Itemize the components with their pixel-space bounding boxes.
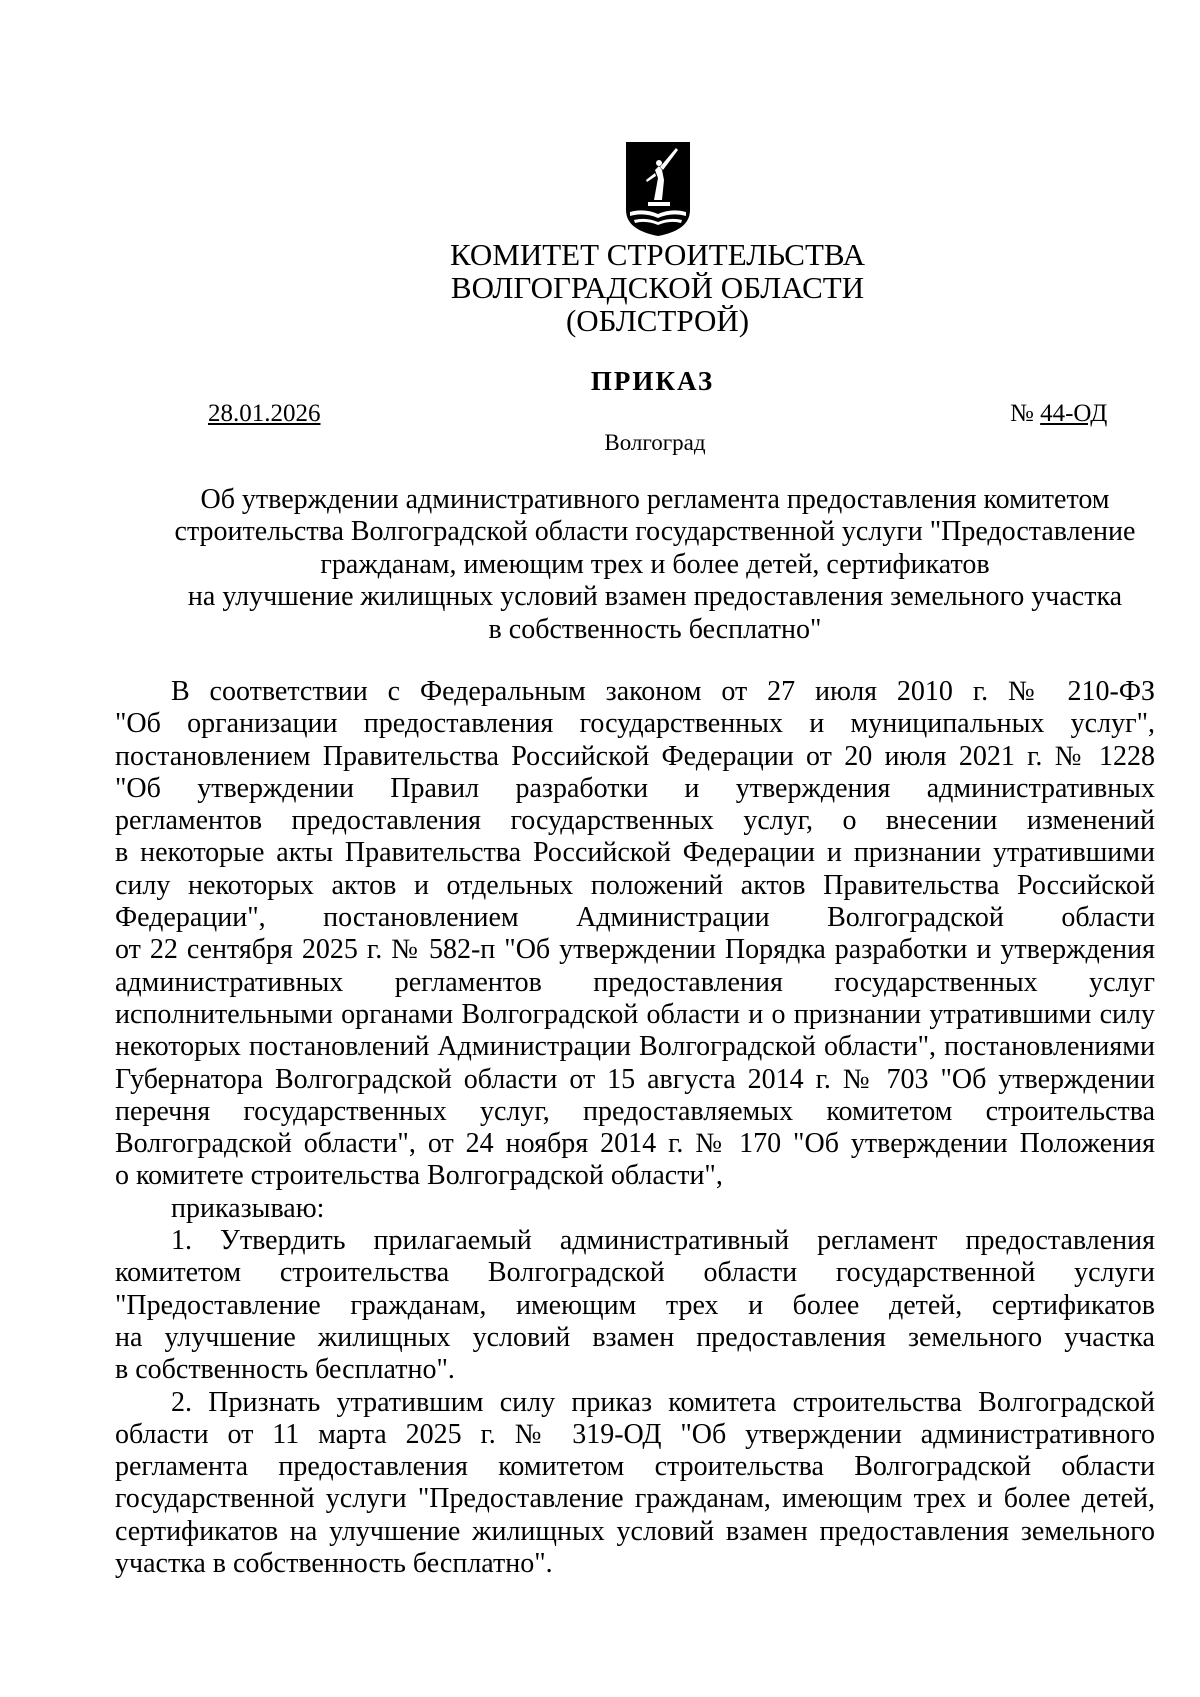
body-line: перечня государственных услуг, предоставляемых комитетом строительства: [115, 1095, 1155, 1127]
document-type: ПРИКАЗ: [590, 366, 715, 396]
body-line: Губернатора Волгоградской области от 15 августа 2014 г. № 703 "Об утверждении: [115, 1063, 1155, 1095]
body-line: "Об утверждении Правил разработки и утверждения административных: [115, 772, 1155, 804]
document-title: [135, 484, 1175, 646]
body-line: "Об организации предоставления государственных и муниципальных услуг",: [115, 708, 1155, 740]
body-line: постановлением Правительства Российской Федерации от 20 июля 2021 г. № 1228: [115, 740, 1155, 772]
body-line: силу некоторых актов и отдельных положений актов Правительства Российской: [115, 869, 1155, 901]
document-date: 28.01.2026: [208, 400, 321, 427]
body-line: на улучшение жилищных условий взамен предоставления земельного участка: [115, 1321, 1155, 1353]
body-line: от 22 сентября 2025 г. № 582-п "Об утверждении Порядка разработки и утверждения: [115, 934, 1155, 966]
body-line: участка в собственность бесплатно".: [115, 1548, 553, 1580]
body-line: Волгоградской области", от 24 ноября 2014 г. № 170 "Об утверждении Положения: [115, 1128, 1155, 1160]
org-line: КОМИТЕТ СТРОИТЕЛЬСТВА: [449, 237, 866, 272]
body-line: сертификатов на улучшение жилищных условий взамен предоставления земельного: [115, 1515, 1155, 1547]
body-line: "Предоставление гражданам, имеющим трех и более детей, сертификатов: [115, 1289, 1155, 1321]
body-line: 2. Признать утратившим силу приказ комитета строительства Волгоградской: [171, 1386, 1155, 1418]
number-value: 44-ОД: [1040, 400, 1108, 427]
body-line: комитетом строительства Волгоградской области государственной услуги: [115, 1257, 1155, 1289]
title-line: на улучшение жилищных условий взамен предоставления земельного участка: [187, 581, 1123, 613]
document-city: Волгоград: [604, 430, 706, 455]
body-line: в собственность бесплатно".: [115, 1354, 455, 1386]
body-line: государственной услуги "Предоставление гражданам, имеющим трех и более детей,: [115, 1483, 1155, 1515]
body-line: исполнительными органами Волгоградской области и о признании утратившими силу: [115, 998, 1155, 1030]
title-line: строительства Волгоградской области государственной услуги "Предоставление: [174, 516, 1136, 548]
body-line: регламентов предоставления государственных услуг, о внесении изменений: [115, 805, 1155, 837]
body-line: некоторых постановлений Администрации Волгоградской области", постановлениями: [115, 1031, 1155, 1063]
body-line: приказываю:: [171, 1192, 325, 1224]
title-line: гражданам, имеющим трех и более детей, сертификатов: [320, 548, 990, 580]
body-line: регламента предоставления комитетом строительства Волгоградской области: [115, 1451, 1155, 1483]
org-line: (ОБЛСТРОЙ): [565, 303, 750, 338]
number-prefix: №: [1010, 400, 1041, 427]
body-line: 1. Утвердить прилагаемый административный регламент предоставления: [171, 1225, 1155, 1257]
body-line: в некоторые акты Правительства Российской Федерации и признании утратившими: [115, 837, 1155, 869]
body-line: административных регламентов предоставления государственных услуг: [115, 966, 1155, 998]
title-line: в собственность бесплатно": [488, 613, 822, 645]
org-line: ВОЛГОГРАДСКОЙ ОБЛАСТИ: [450, 270, 865, 305]
body-line: Федерации", постановлением Администрации Волгоградской области: [115, 902, 1155, 934]
organization-name: [380, 238, 935, 337]
body-line: области от 11 марта 2025 г. № 319-ОД "Об утверждении административного: [115, 1418, 1155, 1450]
document-body: [115, 676, 1155, 1580]
coat-of-arms-icon: [624, 140, 692, 238]
body-line: В соответствии с Федеральным законом от 27 июля 2010 г. № 210-ФЗ: [171, 676, 1155, 707]
body-line: о комитете строительства Волгоградской области",: [115, 1160, 723, 1192]
title-line: Об утверждении административного регламента предоставления комитетом: [200, 484, 1110, 515]
document-number: [1010, 400, 1107, 428]
